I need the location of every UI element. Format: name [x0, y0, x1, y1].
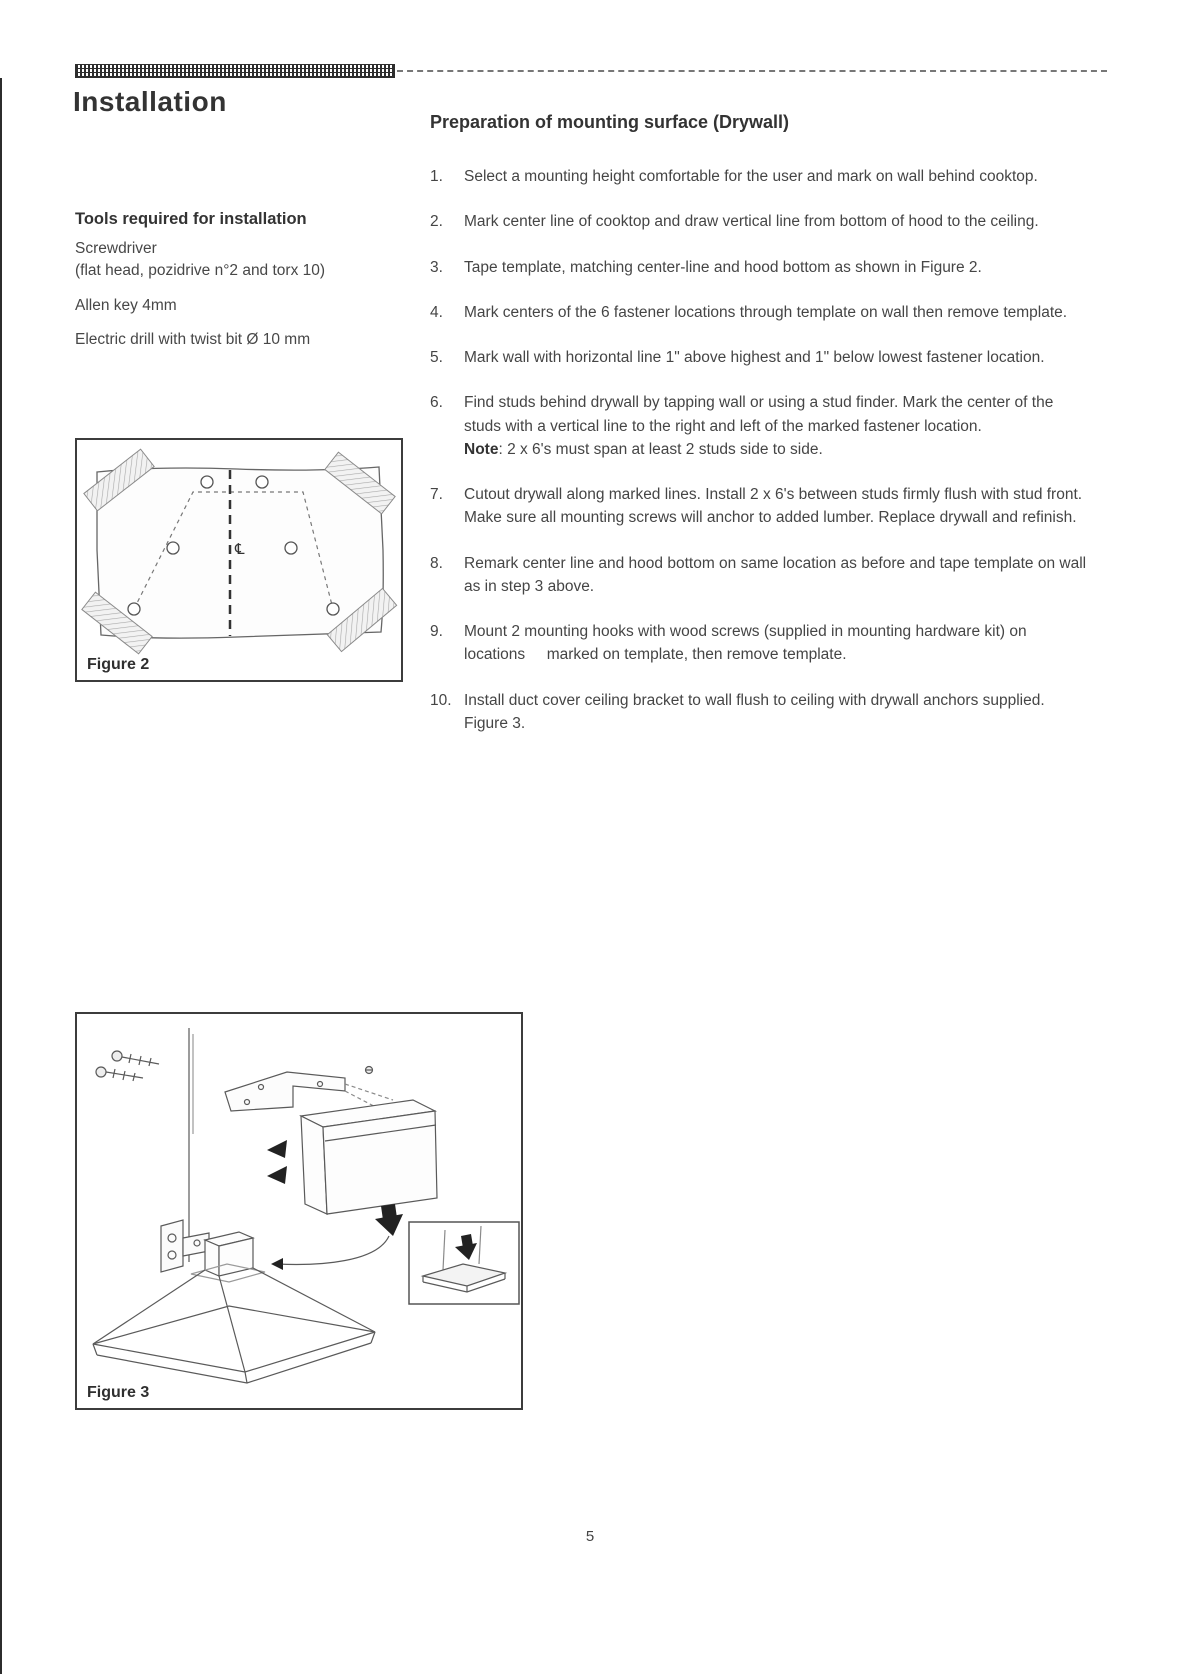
header-dashed-rule	[397, 70, 1107, 72]
step-text: Select a mounting height comfortable for the user and mark on wall behind cooktop.	[464, 168, 1038, 185]
scan-artifact-left-edge	[0, 78, 2, 1674]
step-text: Mark wall with horizontal line 1" above highest and 1" below lowest fastener location.	[464, 349, 1045, 366]
step-number: 2.	[430, 213, 443, 231]
screw-icon	[96, 1051, 159, 1081]
section-heading: Preparation of mounting surface (Drywall)	[430, 112, 790, 132]
hood-icon	[93, 1232, 375, 1383]
step-text: Cutout drywall along marked lines. Install 2 x 6's between studs firmly flush with stud front. Make sure all mounting screws will anchor to added lumber. Replace drywall and refinish.	[464, 486, 1083, 527]
duct-cover-icon	[301, 1100, 437, 1214]
step-text: Mark centers of the 6 fastener locations through template on wall then remove template.	[464, 303, 1068, 321]
figure-2	[75, 438, 403, 682]
step-note	[464, 441, 823, 458]
tool-item: Allen key 4mm	[75, 296, 177, 314]
figure2-caption: Figure 2	[87, 656, 150, 673]
tools-required-block	[75, 210, 415, 352]
step-number: 10.	[430, 691, 452, 709]
step-text: Mark center line of cooktop and draw vertical line from bottom of hood to the ceiling.	[464, 213, 1039, 231]
step-number: 8.	[430, 554, 443, 572]
step-number: 3.	[430, 258, 443, 276]
step-3	[430, 256, 1092, 279]
step-4	[430, 301, 1092, 324]
step-number: 7.	[430, 486, 443, 503]
step-number: 5.	[430, 349, 443, 366]
step-text-body: Find studs behind drywall by tapping wall or using a stud finder. Mark the center of the studs with a vertical line to the right and left of the marked fastener location.	[464, 394, 1054, 435]
step-text: Install duct cover ceiling bracket to wall flush to ceiling with drywall anchors supplied. Figure 3.	[464, 691, 1045, 732]
step-text	[464, 391, 1092, 461]
step-text: Mount 2 mounting hooks with wood screws (supplied in mounting hardware kit) on locations marked on template, then remove template.	[464, 623, 1027, 664]
step-number: 4.	[430, 303, 443, 321]
step-text: Tape template, matching center-line and hood bottom as shown in Figure 2.	[464, 258, 982, 276]
step-2	[430, 210, 1092, 233]
leader-arrow-line	[277, 1236, 389, 1264]
step-number: 9.	[430, 623, 443, 640]
figure2-drawing	[77, 440, 401, 680]
page-number: 5	[585, 1528, 595, 1545]
note-label: Note	[464, 440, 499, 458]
step-5	[430, 346, 1092, 369]
page-title: Installation	[73, 86, 227, 117]
step-1	[430, 165, 1092, 188]
step-7	[430, 483, 1092, 530]
centerline-symbol: ℄	[235, 540, 245, 558]
inset-detail-box	[409, 1222, 519, 1304]
tool-item: (flat head, pozidrive n°2 and torx 10)	[75, 262, 326, 280]
step-number: 6.	[430, 394, 443, 412]
step-10	[430, 689, 1092, 736]
figure3-drawing	[77, 1014, 521, 1408]
figure3-caption: Figure 3	[87, 1384, 150, 1401]
step-9	[430, 620, 1092, 667]
note-text: : 2 x 6's must span at least 2 studs side to side.	[498, 440, 823, 458]
mounting-hook-icon	[161, 1220, 209, 1272]
instructions-column	[430, 112, 1092, 757]
step-6	[430, 391, 1092, 461]
figure-3	[75, 1012, 523, 1410]
header-hatch-bar	[75, 64, 395, 78]
step-8	[430, 552, 1092, 599]
tools-heading: Tools required for installation	[75, 210, 307, 228]
step-number: 1.	[430, 168, 443, 185]
step-text: Remark center line and hood bottom on same location as before and tape template on wall as in step 3 above.	[464, 554, 1087, 595]
tool-item: Electric drill with twist bit Ø 10 mm	[75, 331, 311, 349]
tool-item: Screwdriver	[75, 240, 157, 257]
